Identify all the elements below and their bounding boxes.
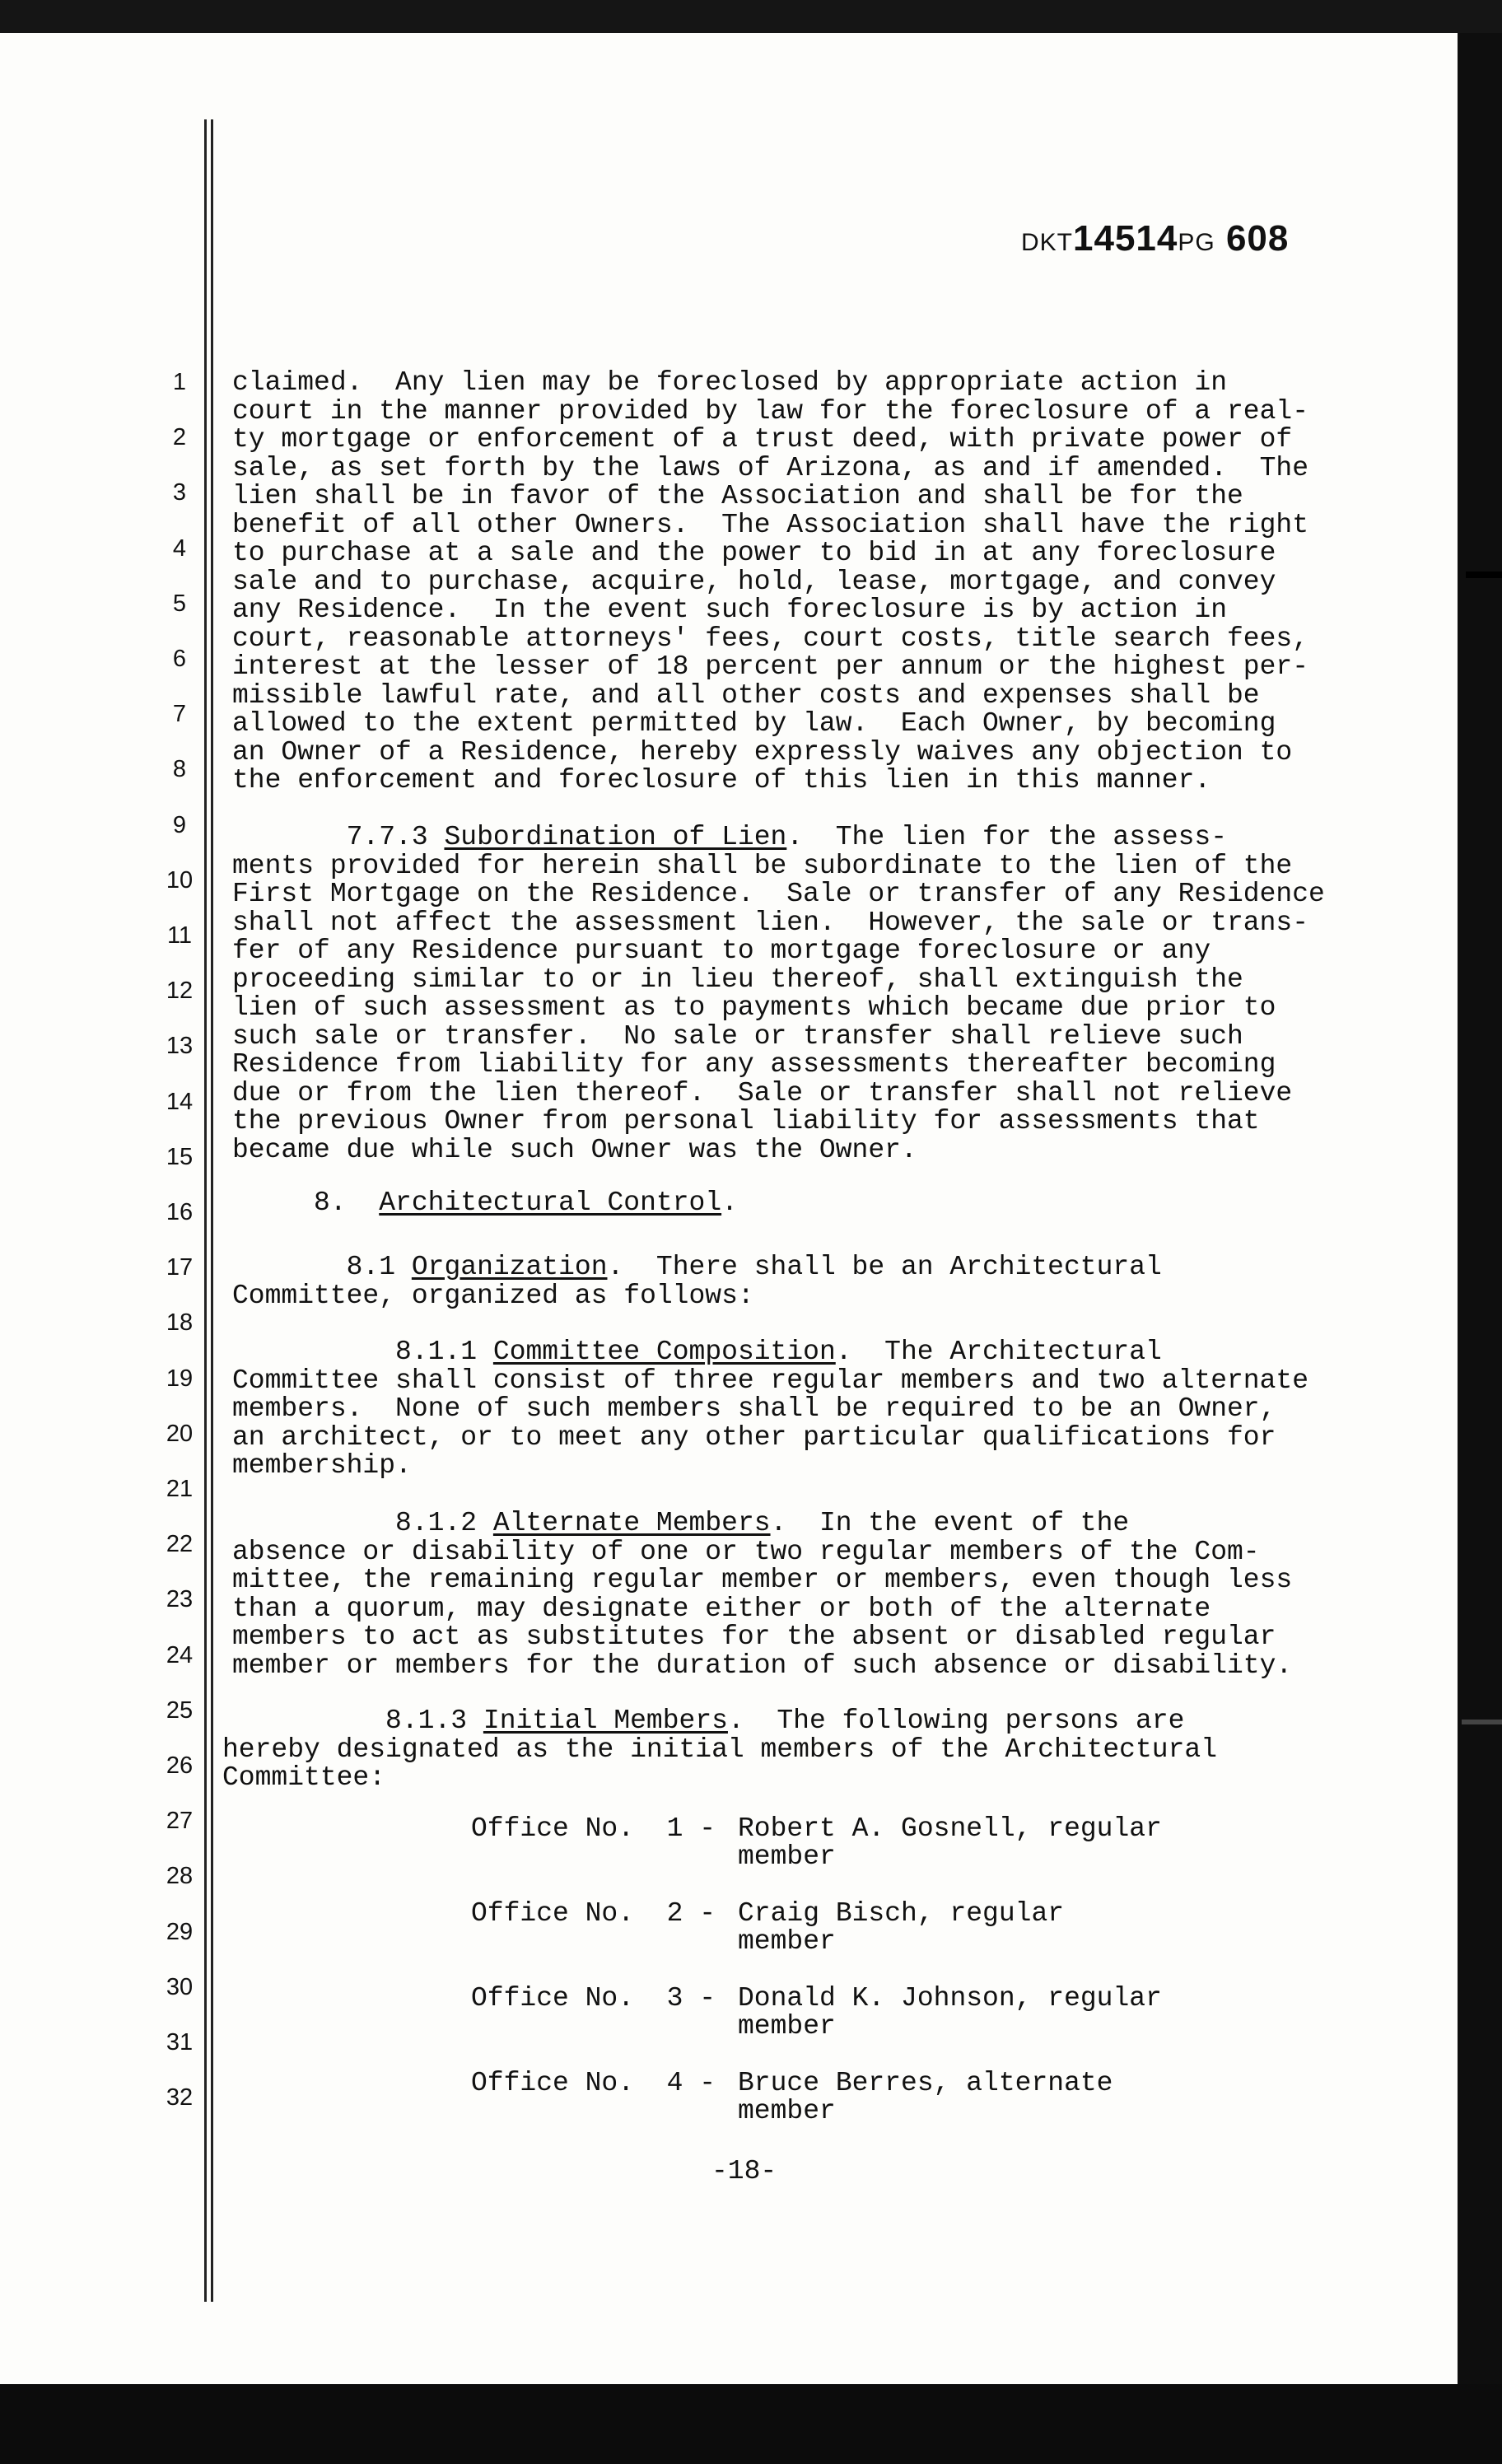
text-line: the previous Owner from personal liability for assessments that [232, 1106, 1260, 1136]
text-line: such sale or transfer. No sale or transfer shall relieve such [232, 1020, 1243, 1052]
text-line: ments provided for herein shall be subordinate to the lien of the [232, 850, 1293, 881]
line-number: 1 [172, 369, 187, 395]
scan-right-edge [1458, 33, 1502, 2388]
text-line: members to act as substitutes for the absent or disabled regular [232, 1622, 1276, 1652]
office-member: Craig Bisch, regular [738, 1898, 1065, 1929]
line-number: 7 [172, 701, 187, 728]
text-line: the enforcement and foreclosure of this lien in this manner. [232, 765, 1211, 796]
text-line: court, reasonable attorneys' fees, court costs, title search fees, [232, 623, 1309, 654]
section-heading: Subordination of Lien [444, 822, 787, 852]
line-number: 23 [166, 1586, 194, 1613]
office-member-role: member [738, 1841, 836, 1872]
text-line: any Residence. In the event such foreclosure is by action in [232, 595, 1227, 625]
line-number: 10 [166, 866, 194, 894]
text-line: absence or disability of one or two regular members of the Com- [232, 1536, 1260, 1567]
line-number: 20 [166, 1420, 194, 1447]
line-number: 28 [166, 1863, 194, 1890]
text-line: missible lawful rate, and all other costs and expenses shall be [232, 679, 1260, 711]
line-number: 5 [172, 590, 187, 617]
docket-book: 14514 [1073, 218, 1178, 259]
section-8-1-2 [232, 1510, 1292, 1680]
section-body [222, 1736, 1217, 1793]
text-line: allowed to the extent permitted by law. Each Owner, by becoming [232, 708, 1276, 739]
docket-reference [1021, 218, 1289, 259]
line-number: 19 [166, 1365, 194, 1392]
text-line: sale, as set forth by the laws of Arizona, as and if amended. The [232, 452, 1309, 483]
line-number: 15 [166, 1143, 194, 1170]
section-body [232, 1367, 1308, 1481]
office-member: Bruce Berres, alternate [738, 2068, 1113, 2098]
text-line: lien of such assessment as to payments which became due prior to [232, 992, 1276, 1023]
text-line: First Mortgage on the Residence. Sale or transfer of any Residence [232, 879, 1325, 909]
text-line: Committee, organized as follows: [232, 1280, 754, 1311]
section-7-7-3 [232, 824, 1325, 1164]
scan-top-edge [0, 0, 1502, 35]
text-line: than a quorum, may designate either or both of the alternate [232, 1593, 1211, 1624]
text-line: became due while such Owner was the Owner. [232, 1134, 917, 1165]
line-number: 9 [172, 811, 187, 838]
line-number: 11 [166, 922, 193, 949]
text-line: Residence from liability for any assessments thereafter becoming [232, 1049, 1276, 1080]
margin-rule [204, 119, 207, 2302]
line-number: 2 [172, 424, 187, 451]
text-line: benefit of all other Owners. The Association shall have the right [232, 509, 1309, 540]
text-line: Committee: [222, 1762, 386, 1793]
line-number: 8 [172, 756, 187, 783]
section-heading: Alternate Members [492, 1508, 771, 1538]
line-number: 31 [166, 2029, 194, 2056]
paragraph-lien-foreclosure [232, 369, 1308, 796]
text-line: proceeding similar to or in lieu thereof, shall extinguish the [232, 964, 1243, 995]
line-number: 16 [166, 1199, 194, 1225]
office-member: Robert A. Gosnell, regular [738, 1813, 1162, 1844]
office-member-role: member [738, 2096, 836, 2126]
line-number: 4 [172, 534, 187, 562]
text-line: mittee, the remaining regular member or members, even though less [232, 1565, 1293, 1595]
line-number: 12 [166, 978, 194, 1005]
line-number: 25 [166, 1696, 194, 1724]
section-8 [232, 1189, 738, 1218]
section-text: . The following persons are [727, 1706, 1185, 1736]
line-number: 6 [172, 646, 187, 672]
page-number: -18- [711, 2156, 777, 2186]
section-text: . [721, 1188, 738, 1218]
section-text: . The lien for the assess- [786, 822, 1228, 852]
text-line: fer of any Residence pursuant to mortgage foreclosure or any [232, 936, 1211, 966]
section-body [232, 1538, 1292, 1681]
line-number: 27 [166, 1808, 194, 1835]
section-8-1 [232, 1253, 1162, 1310]
scan-artifact [1466, 572, 1502, 578]
section-8-1-3 [222, 1707, 1217, 1793]
line-number: 30 [166, 1973, 194, 2000]
docket-prefix: DKT [1021, 229, 1073, 256]
line-number: 29 [166, 1918, 194, 1945]
text-line: court in the manner provided by law for the foreclosure of a real- [232, 395, 1309, 427]
text-line: an Owner of a Residence, hereby expressly waives any objection to [232, 736, 1293, 768]
section-number: 8. [314, 1188, 347, 1218]
text-line: an architect, or to meet any other particular qualifications for [232, 1421, 1276, 1453]
text-line: due or from the lien thereof. Sale or transfer shall not relieve [232, 1077, 1293, 1108]
office-member-role: member [738, 2011, 836, 2042]
line-number: 21 [166, 1476, 194, 1502]
line-number: 18 [166, 1309, 194, 1337]
docket-pg-label: PG [1178, 229, 1215, 256]
section-heading: Committee Composition [492, 1337, 836, 1367]
line-number: 22 [166, 1531, 194, 1558]
text-line: membership. [232, 1450, 412, 1481]
office-member-role: member [738, 1926, 836, 1957]
line-number: 3 [172, 479, 187, 506]
line-number: 32 [166, 2084, 194, 2112]
text-line: sale and to purchase, acquire, hold, lease, mortgage, and convey [232, 566, 1276, 597]
text-line: interest at the lesser of 18 percent per annum or the highest per- [232, 651, 1309, 682]
section-body [232, 852, 1325, 1165]
margin-rule [211, 119, 213, 2302]
text-line: lien shall be in favor of the Association and shall be for the [232, 481, 1243, 511]
office-label: Office No. 2 - [471, 1898, 716, 1929]
section-heading: Organization [411, 1252, 608, 1282]
section-8-1-1 [232, 1338, 1308, 1481]
text-line: shall not affect the assessment lien. However, the sale or trans- [232, 907, 1309, 938]
section-number: 8.1.3 [385, 1706, 468, 1736]
office-label: Office No. 1 - [471, 1813, 716, 1844]
section-text: . There shall be an Architectural [607, 1252, 1162, 1282]
text-line: members. None of such members shall be required to be an Owner, [232, 1393, 1276, 1424]
office-label: Office No. 3 - [471, 1983, 716, 2014]
text-line: ty mortgage or enforcement of a trust deed, with private power of [232, 424, 1293, 455]
text-line: claimed. Any lien may be foreclosed by appropriate action in [232, 367, 1227, 398]
section-number: 8.1.1 [395, 1337, 478, 1367]
scan-artifact [1462, 1720, 1502, 1724]
section-number: 7.7.3 [346, 822, 428, 852]
office-member: Donald K. Johnson, regular [738, 1983, 1162, 2014]
text-line: Committee shall consist of three regular members and two alternate [232, 1365, 1309, 1396]
section-text: . The Architectural [835, 1337, 1162, 1367]
line-number: 24 [166, 1641, 194, 1668]
docket-page: 608 [1225, 218, 1290, 259]
scan-bottom-edge [0, 2384, 1502, 2464]
section-number: 8.1 [346, 1252, 396, 1282]
text-line: member or members for the duration of such absence or disability. [232, 1650, 1293, 1681]
text-line: to purchase at a sale and the power to bid in at any foreclosure [232, 538, 1276, 568]
line-number: 26 [166, 1752, 194, 1779]
line-number: 13 [166, 1033, 194, 1060]
line-number: 14 [166, 1088, 194, 1115]
section-heading: Architectural Control [379, 1188, 722, 1218]
section-text: . In the event of the [770, 1508, 1130, 1538]
text-line: hereby designated as the initial members of the Architectural [222, 1734, 1217, 1765]
section-heading: Initial Members [483, 1706, 728, 1736]
office-label: Office No. 4 - [471, 2068, 716, 2098]
section-number: 8.1.2 [395, 1508, 478, 1538]
section-body [232, 1282, 1162, 1311]
line-number: 17 [166, 1254, 194, 1281]
